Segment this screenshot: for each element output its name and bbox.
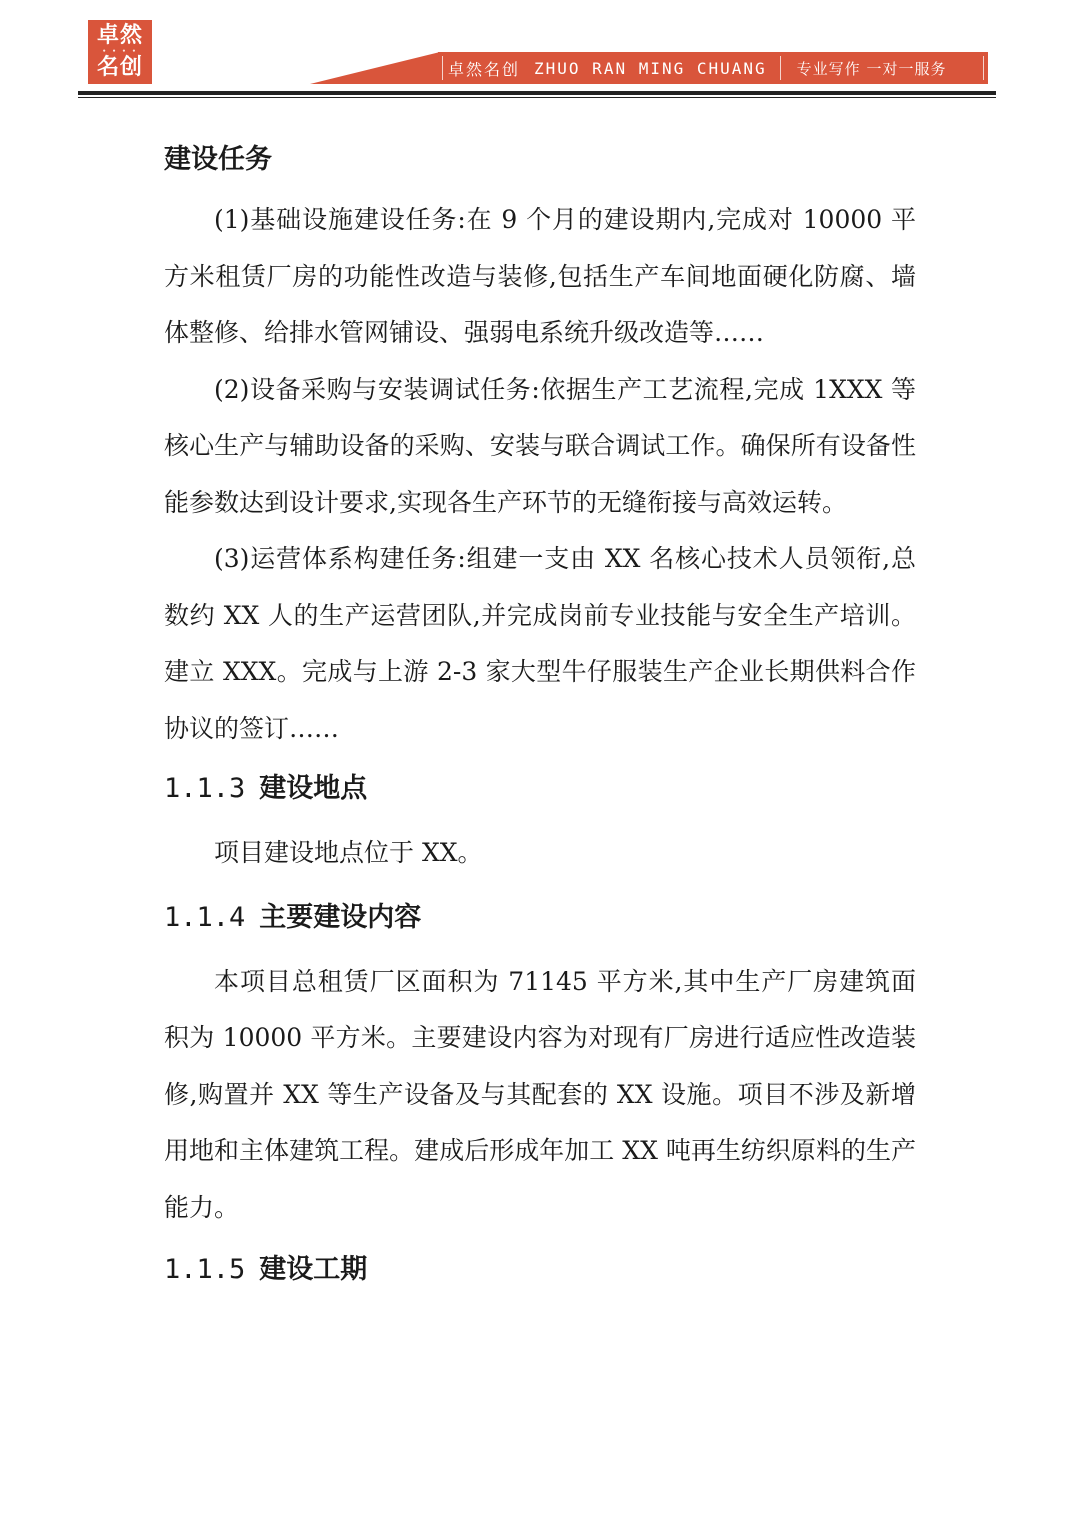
heading-1-1-4 bbox=[164, 888, 916, 948]
document-body bbox=[164, 128, 916, 1300]
header-slogan: 专业写作 一对一服务 bbox=[796, 59, 947, 78]
logo-dots-decoration: • • • • bbox=[102, 48, 138, 55]
heading-text: 主要建设内容 bbox=[259, 901, 422, 933]
section-title: 建设任务 bbox=[164, 144, 272, 175]
banner-divider-left bbox=[442, 56, 443, 80]
heading-text: 建设工期 bbox=[259, 1254, 368, 1285]
heading-1-1-5 bbox=[164, 1240, 916, 1300]
task-paragraph-3: (3)运营体系构建任务:组建一支由 XX 名核心技术人员领衔,总数约 XX 人的生产运营团队,并完成岗前专业技能与安全生产培训。建立 XXX。完成与上游 2-3 家大型牛仔服装生产企业长期供料合作协议的签订…… bbox=[164, 544, 916, 743]
heading-number: 1.1.5 bbox=[164, 1254, 246, 1285]
header-rule-thick bbox=[78, 91, 996, 95]
logo-text-top: 卓然 bbox=[96, 23, 143, 48]
heading-1-1-3 bbox=[164, 759, 916, 819]
header-wedge-decoration bbox=[310, 52, 440, 84]
heading-text: 建设地点 bbox=[259, 773, 368, 804]
header-brand-en: ZHUO RAN MING CHUANG bbox=[534, 58, 767, 78]
banner-divider-right bbox=[983, 56, 984, 80]
logo-text-bottom: 名创 bbox=[96, 55, 143, 80]
content-paragraph: 本项目总租赁厂区面积为 71145 平方米,其中生产厂房建筑面积为 10000 平方米。主要建设内容为对现有厂房进行适应性改造装修,购置并 XX 等生产设备及与其配套的 XX 设施。项目不涉及新增用地和主体建筑工程。建成后形成年加工 XX 吨再生纺织原料的生产能力。 bbox=[164, 966, 916, 1222]
header-rule-thin bbox=[78, 97, 996, 98]
brand-logo bbox=[88, 20, 152, 84]
banner-divider-mid bbox=[780, 56, 781, 80]
location-paragraph: 项目建设地点位于 XX。 bbox=[214, 838, 483, 867]
heading-number: 1.1.4 bbox=[164, 901, 246, 933]
task-paragraph-2: (2)设备采购与安装调试任务:依据生产工艺流程,完成 1XXX 等核心生产与辅助设备的采购、安装与联合调试工作。确保所有设备性能参数达到设计要求,实现各生产环节的无缝衔接与高效运转。 bbox=[164, 374, 916, 517]
task-paragraph-1: (1)基础设施建设任务:在 9 个月的建设期内,完成对 10000 平方米租赁厂房的功能性改造与装修,包括生产车间地面硬化防腐、墙体整修、给排水管网铺设、强弱电系统升级改造等…… bbox=[164, 205, 916, 347]
header-brand-cn: 卓然名创 bbox=[448, 59, 521, 79]
heading-number: 1.1.3 bbox=[164, 773, 246, 804]
header-banner bbox=[438, 52, 988, 84]
